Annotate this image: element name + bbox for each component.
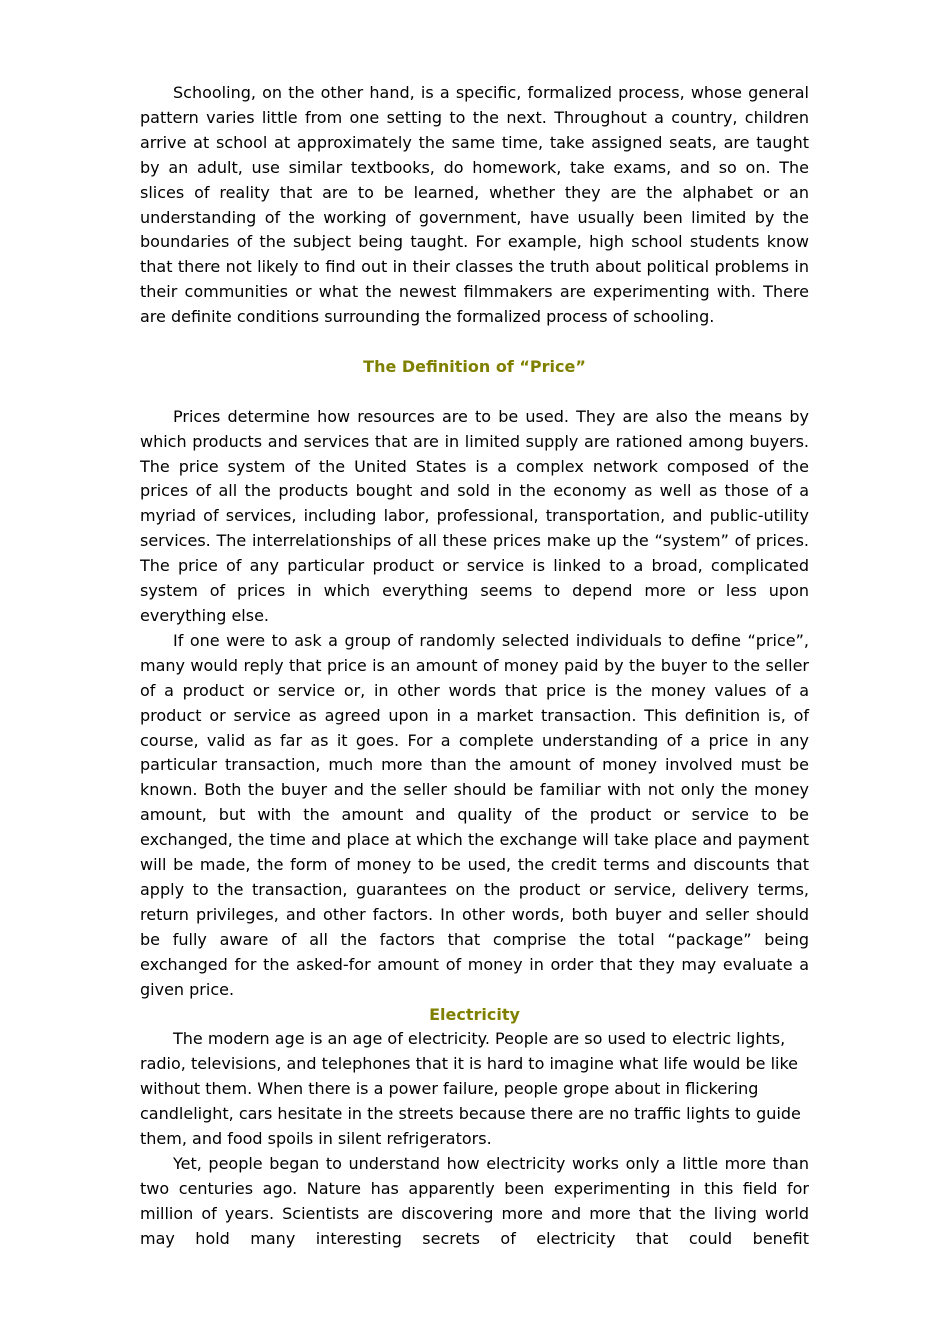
spacer bbox=[140, 380, 809, 405]
paragraph-electricity-1: The modern age is an age of electricity. People are so used to electric lights, radio, televisions, and telephones that it is hard to imagine what life would be like without them. When there is a power failure, people grope about in flickering candlelight, cars hesitate in the streets because there are no traffic lights to guide them, and food spoils in silent refrigerators. bbox=[140, 1029, 801, 1149]
section-electricity bbox=[140, 1003, 809, 1252]
heading-price-definition: The Definition of “Price” bbox=[363, 356, 586, 376]
paragraph-price-1: Prices determine how resources are to be used. They are also the means by which products and services that are in limited supply are rationed among buyers. The price system of the United States is a complex network composed of the prices of all the products bought and sold in the economy as well as those of a myriad of services, including labor, professional, transportation, and public-utility services. The interrelationships of all these prices make up the “system” of prices. The price of any particular product or service is linked to a broad, complicated system of prices in which everything seems to depend more or less upon everything else. bbox=[140, 406, 809, 625]
paragraph-electricity-2: Yet, people began to understand how electricity works only a little more than two centuries ago. Nature has apparently been experimenting in this field for million of years. Scientists are discovering more and more that the living world may hold many interesting secrets of electricity that could benefit bbox=[140, 1153, 809, 1248]
document-page bbox=[140, 81, 809, 1252]
heading-electricity: Electricity bbox=[429, 1004, 520, 1024]
spacer bbox=[140, 330, 809, 355]
paragraph-schooling: Schooling, on the other hand, is a specific, formalized process, whose general pattern varies little from one setting to the next. Throughout a country, children arrive at school at approximately the same time, take assigned seats, are taught by an adult, use similar textbooks, do homework, take exams, and so on. The slices of reality that are to be learned, whether they are the alphabet or an understanding of the working of government, have usually been limited by the boundaries of the subject being taught. For example, high school students know that there not likely to find out in their classes the truth about political problems in their communities or what the newest filmmakers are experimenting with. There are definite conditions surrounding the formalized process of schooling. bbox=[140, 83, 809, 327]
paragraph-price-2: If one were to ask a group of randomly selected individuals to define “price”, many would reply that price is an amount of money paid by the buyer to the seller of a product or service or, in other words that price is the money values of a product or service as agreed upon in a market transaction. This definition is, of course, valid as far as it goes. For a complete understanding of a price in any particular transaction, much more than the amount of money involved must be known. Both the buyer and the seller should be familiar with not only the money amount, but with the amount and quality of the product or service to be exchanged, the time and place at which the exchange will take place and payment will be made, the form of money to be used, the credit terms and discounts that apply to the transaction, guarantees on the product or service, delivery terms, return privileges, and other factors. In other words, both buyer and seller should be fully aware of all the factors that comprise the total “package” being exchanged for the asked-for amount of money in order that they may evaluate a given price. bbox=[140, 630, 809, 999]
section-schooling bbox=[140, 81, 809, 330]
section-price-definition bbox=[140, 355, 809, 1003]
